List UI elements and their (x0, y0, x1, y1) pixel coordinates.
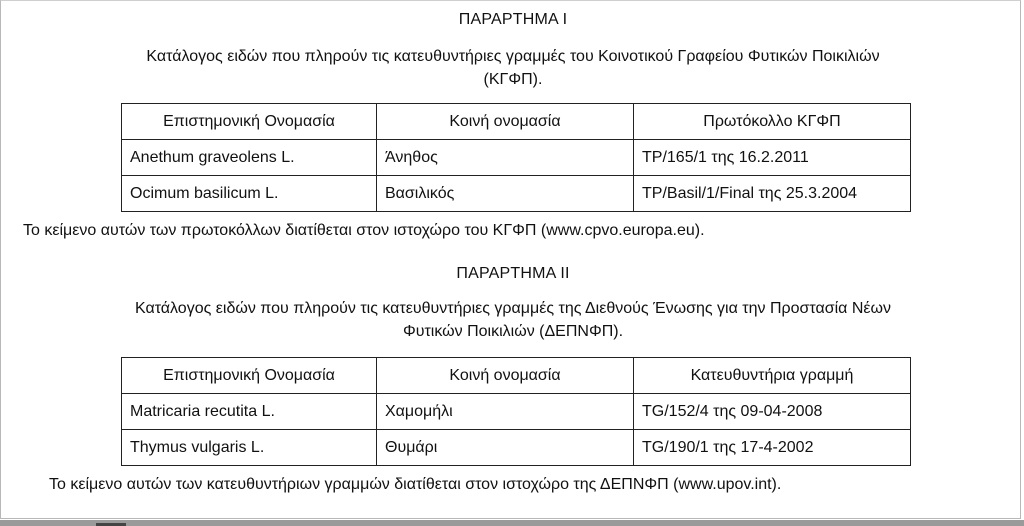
annex-1-intro (21, 45, 1005, 91)
annex-2-title: ΠΑΡΑΡΤΗΜΑ ΙΙ (456, 265, 570, 282)
column-header-scientific-name: Επιστημονική Ονομασία (122, 358, 377, 394)
cell-scientific-name: Anethum graveolens L. (122, 140, 377, 176)
cell-scientific-name: Thymus vulgaris L. (122, 430, 377, 466)
column-header-guideline: Κατευθυντήρια γραμμή (634, 358, 911, 394)
cell-common-name: Θυμάρι (377, 430, 634, 466)
annex-2-intro-line-1: Κατάλογος ειδών που πληρούν τις κατευθυντήριες γραμμές της Διεθνούς Ένωσης για την Προστασία Νέων (134, 300, 892, 317)
table-header-row (122, 358, 911, 394)
cell-scientific-name: Ocimum basilicum L. (122, 176, 377, 212)
column-header-scientific-name: Επιστημονική Ονομασία (122, 104, 377, 140)
cell-common-name: Βασιλικός (377, 176, 634, 212)
annex-2-table (121, 357, 911, 466)
table-row (122, 430, 911, 466)
table-row (122, 140, 911, 176)
column-header-common-name: Κοινή ονομασία (377, 358, 634, 394)
annex-1-table (121, 103, 911, 212)
cell-common-name: Χαμομήλι (377, 394, 634, 430)
table-row (122, 176, 911, 212)
annex-1-title: ΠΑΡΑΡΤΗΜΑ Ι (458, 11, 568, 28)
cell-protocol: TP/165/1 της 16.2.2011 (634, 140, 911, 176)
bottom-edge-shadow (0, 520, 1024, 526)
cell-protocol: TP/Basil/1/Final της 25.3.2004 (634, 176, 911, 212)
annex-2-note: Το κείμενο αυτών των κατευθυντήριων γραμμών διατίθεται στον ιστοχώρο της ΔΕΠΝΦΠ (www.upov.int). (49, 476, 782, 493)
annex-1-intro-line-1: Κατάλογος ειδών που πληρούν τις κατευθυντήριες γραμμές του Κοινοτικού Γραφείου Φυτικών Ποικιλιών (146, 48, 880, 65)
annex-1-note: Το κείμενο αυτών των πρωτοκόλλων διατίθεται στον ιστοχώρο του ΚΓΦΠ (www.cpvo.europa.eu). (23, 222, 705, 239)
column-header-protocol: Πρωτόκολλο ΚΓΦΠ (634, 104, 911, 140)
annex-2-intro-line-2: Φυτικών Ποικιλιών (ΔΕΠΝΦΠ). (402, 323, 624, 340)
cell-scientific-name: Matricaria recutita L. (122, 394, 377, 430)
table-row (122, 394, 911, 430)
annex-2-intro (21, 297, 1005, 343)
cell-common-name: Άνηθος (377, 140, 634, 176)
table-header-row (122, 104, 911, 140)
column-header-common-name: Κοινή ονομασία (377, 104, 634, 140)
cell-guideline: TG/190/1 της 17-4-2002 (634, 430, 911, 466)
cell-guideline: TG/152/4 της 09-04-2008 (634, 394, 911, 430)
annex-1-intro-line-2: (ΚΓΦΠ). (483, 71, 543, 88)
